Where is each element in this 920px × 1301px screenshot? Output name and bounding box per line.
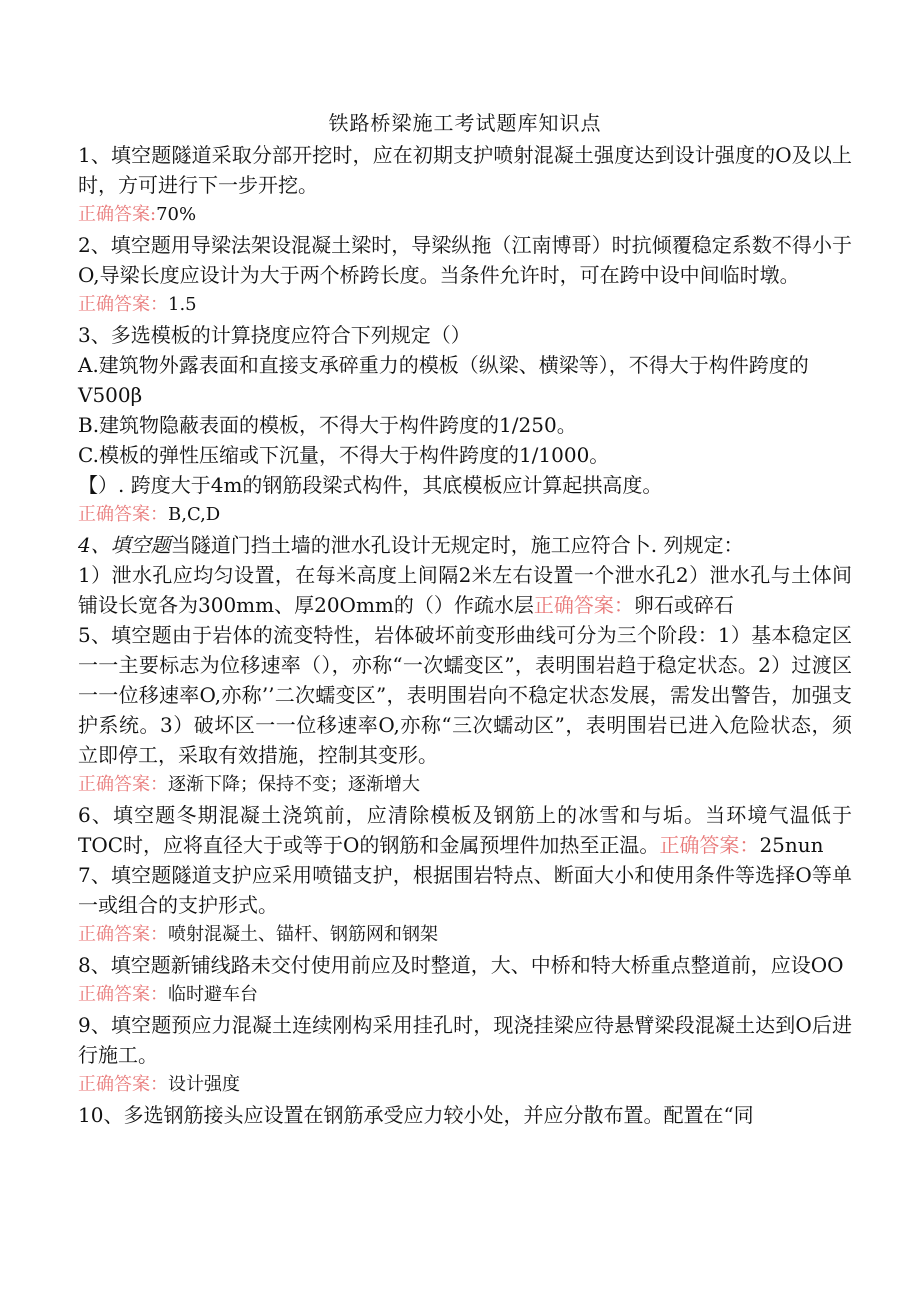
question-4 — [78, 530, 852, 560]
question-4-body — [78, 560, 852, 620]
question-number: 4、 — [78, 533, 111, 557]
answer-value: 卵石或碎石 — [633, 593, 734, 617]
question-8: 8、填空题新铺线路未交付使用前应及时整道，大、中桥和特大桥重点整道前，应设OO — [78, 953, 844, 977]
answer-label: 正确答案： — [533, 593, 634, 617]
option-a: A.建筑物外露表面和直接支承碎重力的模板（纵梁、横梁等），不得大于构件跨度的V500β — [78, 353, 809, 407]
answer-8 — [78, 980, 852, 1010]
answer-value: 25nun — [759, 833, 824, 857]
question-1: 1、填空题隧道采取分部开挖时，应在初期支护喷射混凝土强度达到设计强度的O及以上时，方可进行下一步开挖。 — [78, 143, 852, 197]
answer-label: 正确答案: — [78, 204, 157, 225]
answer-label: 正确答案： — [78, 1074, 168, 1095]
answer-value: 逐渐下降；保持不变；逐渐增大 — [168, 774, 420, 795]
answer-label: 正确答案： — [78, 984, 168, 1005]
answer-1 — [78, 200, 852, 230]
answer-label: 正确答案： — [78, 294, 168, 315]
answer-label: 正确答案： — [78, 924, 168, 945]
question-9: 9、填空题预应力混凝土连续刚构采用挂孔时，现浇挂梁应待悬臂梁段混凝土达到O后进行施工。 — [78, 1013, 852, 1067]
question-10: 10、多选钢筋接头应设置在钢筋承受应力较小处，并应分散布置。配置在“同 — [78, 1103, 754, 1127]
question-2: 2、填空题用导梁法架设混凝土梁时，导梁纵拖（江南博哥）时抗倾覆稳定系数不得小于O,导梁长度应设计为大于两个桥跨长度。当条件允许时，可在跨中设中间临时墩。 — [78, 233, 852, 287]
answer-value: 设计强度 — [168, 1074, 240, 1095]
answer-label: 正确答案： — [659, 833, 760, 857]
answer-2 — [78, 290, 852, 320]
answer-label: 正确答案： — [78, 504, 168, 525]
option-b: B.建筑物隐蔽表面的模板，不得大于构件跨度的1/250。 — [78, 413, 577, 437]
question-7: 7、填空题隧道支护应采用喷锚支护，根据围岩特点、断面大小和使用条件等选择O等单一或组合的支护形式。 — [78, 863, 852, 917]
answer-value: 临时避车台 — [168, 984, 258, 1005]
answer-value: 70% — [156, 204, 197, 225]
answer-value: 喷射混凝土、锚杆、钢筋网和钢架 — [168, 924, 438, 945]
answer-value: 1.5 — [168, 294, 197, 315]
question-5: 5、填空题由于岩体的流变特性，岩体破坏前变形曲线可分为三个阶段：1）基本稳定区一一主要标志为位移速率（），亦称“一次蠕变区”，表明围岩趋于稳定状态。2）过渡区一一位移速率O,亦称’’二次蠕变区”，表明围岩向不稳定状态发展，需发出警告，加强支护系统。3）破坏区一一位移速率O,亦称“三次蠕动区”，表明围岩已进入危险状态，须立即停工，采取有效措施，控制其变形。 — [78, 623, 852, 767]
answer-9 — [78, 1070, 852, 1100]
answer-value: B,C,D — [168, 504, 221, 525]
document-title: 铁路桥梁施工考试题库知识点 — [328, 111, 602, 135]
answer-5 — [78, 770, 852, 800]
question-body: 1）泄水孔应均匀设置，在每米高度上间隔2米左右设置一个泄水孔2）泄水孔与土体间铺设长宽各为300mm、厚20Omm的（）作疏水层 — [78, 563, 852, 617]
answer-7 — [78, 920, 852, 950]
question-3: 3、多选模板的计算挠度应符合下列规定（） — [78, 323, 471, 347]
answer-label: 正确答案： — [78, 774, 168, 795]
question-type: 填空题 — [110, 533, 171, 557]
question-text: 当隧道门挡土墙的泄水孔设计无规定时，施工应符合卜. 列规定： — [170, 533, 744, 557]
option-d: 【）. 跨度大于4m的钢筋段梁式构件，其底模板应计算起拱高度。 — [78, 473, 663, 497]
question-6 — [78, 800, 852, 860]
option-c: C.模板的弹性压缩或下沉量，不得大于构件跨度的1/1000。 — [78, 443, 610, 467]
question-text: 6、填空题冬期混凝土浇筑前，应清除模板及钢筋上的冰雪和与垢。当环境气温低于TOC时，应将直径大于或等于O的钢筋和金属预埋件加热至正温。 — [78, 803, 852, 857]
answer-3 — [78, 500, 852, 530]
